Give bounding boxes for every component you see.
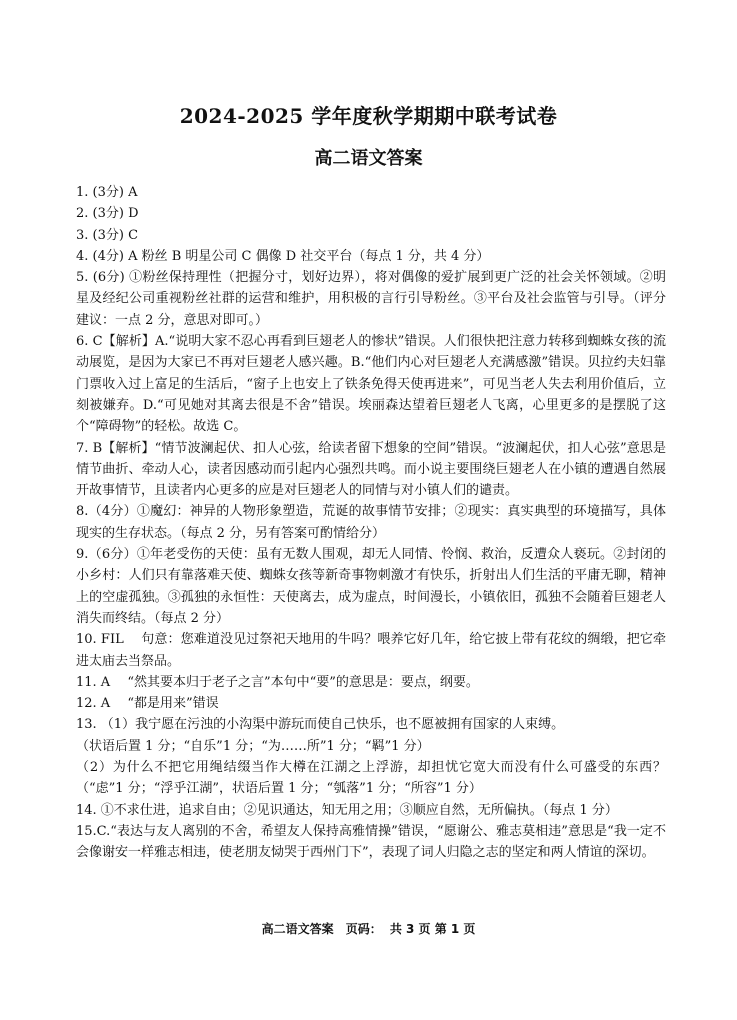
answer-item: （2）为什么不把它用绳结缀当作大樽在江湖之上浮游，却担忧它宽大而没有什么可盛受的东西？ （“虑”1 分；“浮乎江湖”，状语后置 1 分；“瓠落”1 分；“所容”1 分） xyxy=(76,760,680,797)
answer-item: 5. (6分) ①粉丝保持理性（把握分寸，划好边界），将对偶像的爱扩展到更广泛的社会关怀领域。②明星及经纪公司重视粉丝社群的运营和维护，用积极的言行引导粉丝。③平台及社会监管与引导。（评分建议：一点 2 分，意思对即可。） xyxy=(76,270,666,328)
answer-item: 9.（6分）①年老受伤的天使：虽有无数人围观，却无人同情、怜悯、救治，反遭众人亵玩。②封闭的小乡村：人们只有靠落难天使、蜘蛛女孩等新奇事物刺激才有快乐，折射出人们生活的平庸无聊，精神上的空虚孤独。③孤独的永恒性：天使离去，成为虚点，时间漫长，小镇依旧，孤独不会随着巨翅老人消失而终结。（每点 2 分） xyxy=(76,547,666,626)
footer-page-label: 页码： xyxy=(345,922,382,936)
page-subtitle: 高二语文答案 xyxy=(314,148,423,169)
answer-item: 4. (4分) A 粉丝 B 明星公司 C 偶像 D 社交平台（每点 1 分，共 4 分） xyxy=(76,248,490,264)
answer-item: 14. ①不求仕进，追求自由；②见识通达，知无用之用；③顺应自然，无所偏执。（每点 1 分） xyxy=(76,802,618,818)
page-footer xyxy=(0,920,737,937)
answer-item: 2. (3分) D xyxy=(76,206,139,222)
answer-item: 15.C.“表达与友人离别的不舍，希望友人保持高雅情操”错误，“愿谢公、雅志莫相违”意思是“我一定不会像谢安一样雅志相违，使老朋友恸哭于西州门下”，表现了词人归隐之志的坚定和两人情谊的深切。 xyxy=(76,823,666,861)
answer-item: （状语后置 1 分；“自乐”1 分；“为……所”1 分；“羁”1 分） xyxy=(76,738,430,754)
answer-item: 11. A “然其要本归于老子之言”本句中“要”的意思是：要点，纲要。 xyxy=(76,674,479,690)
answer-list xyxy=(76,182,680,864)
answer-item: 8.（4分）①魔幻：神异的人物形象塑造，荒诞的故事情节安排；②现实：真实典型的环境描写，具体现实的生存状态。（每点 2 分，另有答案可酌情给分） xyxy=(76,504,666,541)
answer-item: 13. （1）我宁愿在污浊的小沟渠中游玩而使自己快乐，也不愿被拥有国家的人束缚。 xyxy=(76,717,565,733)
answer-item: 3. (3分) C xyxy=(76,227,139,243)
answer-item: 1. (3分) A xyxy=(76,185,138,200)
answer-item: 12. A “都是用来”错误 xyxy=(76,696,219,712)
answer-item: 7. B【解析】“情节波澜起伏、扣人心弦，给读者留下想象的空间”错误。“波澜起伏，扣人心弦”意思是情节曲折、牵动人心，读者因感动而引起内心强烈共鸣。而小说主要围绕巨翅老人在小镇的遭遇自然展开故事情节，且读者内心更多的应是对巨翅老人的同情与对小镇人们的谴责。 xyxy=(76,440,666,499)
page-title: 2024-2025 学年度秋学期期中联考试卷 xyxy=(179,104,558,128)
footer-subject: 高二语文答案 xyxy=(261,922,334,936)
answer-item: 6. C【解析】A.“说明大家不忍心再看到巨翅老人的惨状”错误。人们很快把注意力转移到蜘蛛女孩的流动展览，是因为大家已不再对巨翅老人感兴趣。B.“他们内心对巨翅老人充满感激”错误。贝拉约夫妇靠门票收入过上富足的生活后，“窗子上也安上了铁条免得天使再进来”，可见当老人失去利用价值后，立刻被嫌弃。D.“可见她对其离去很是不舍”错误。埃丽森达望着巨翅老人飞离，心里更多的是摆脱了这个“障碍物”的轻松。故选 C。 xyxy=(76,334,666,435)
footer-page-info: 共 3 页 第 1 页 xyxy=(389,922,476,936)
answer-item: 10. FIL 句意：您难道没见过祭祀天地用的牛吗？喂养它好几年，给它披上带有花纹的绸缎，把它牵进太庙去当祭品。 xyxy=(76,632,666,669)
